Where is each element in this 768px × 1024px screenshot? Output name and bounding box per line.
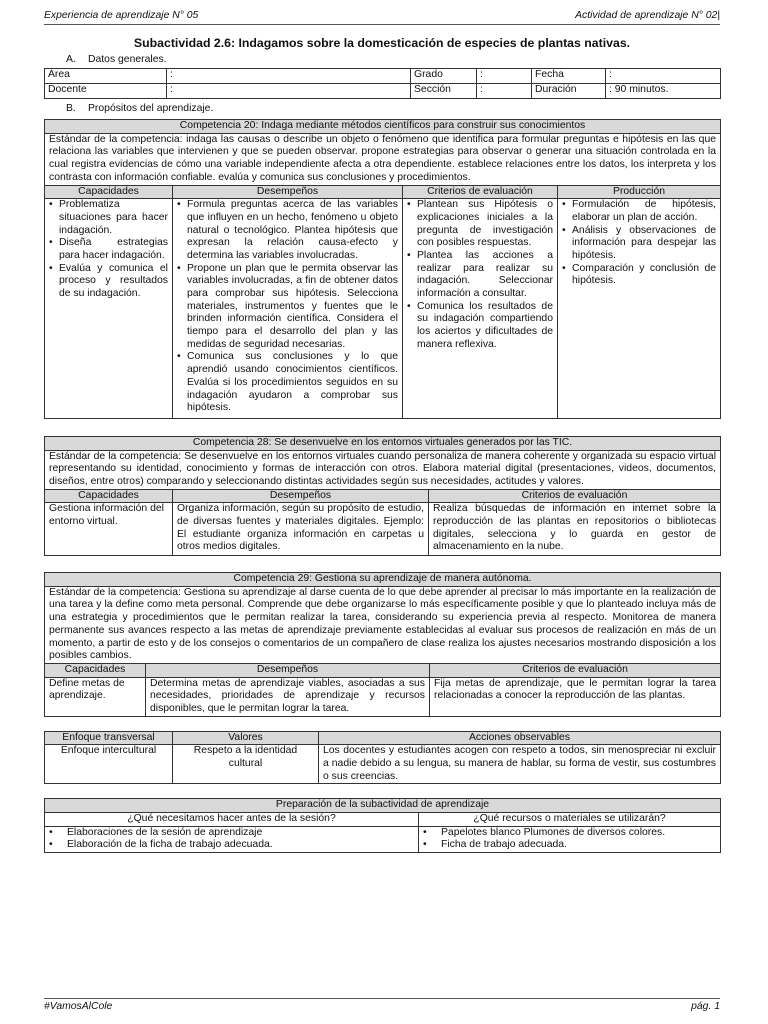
section-a-heading: A. Datos generales. (66, 53, 167, 65)
list-item: • Diseña estrategias para hacer indagación. (49, 237, 168, 262)
question-antes: ¿Qué necesitamos hacer antes de la sesión? (45, 813, 419, 827)
preparacion-table (44, 798, 721, 853)
antes-cell (45, 826, 419, 852)
criterio-cell: Fija metas de aprendizaje, que le permitan lograr la tarea relacionadas a conocer la reproducción de las plantas. (430, 677, 721, 716)
seccion-label: Sección (411, 84, 477, 99)
header-left: Experiencia de aprendizaje N° 05 (44, 10, 199, 21)
docente-label: Docente (45, 84, 167, 99)
competencia-28-standard: Estándar de la competencia: Se desenvuelve en los entornos virtuales cuando personaliza de manera coherente y organizada su espacio virtual representando su identidad, conocimiento y formas de interacción con otros. Elabora material digital (presentaciones, videos, documentos, diseños, entre otros) comparando y seleccionando distintas actividades según sus necesidades, actitudes y valores. (45, 450, 721, 489)
col-header-valores: Valores (173, 731, 319, 745)
list-item: • Elaboraciones de la sesión de aprendizaje (45, 827, 418, 840)
criterios-cell (403, 199, 558, 419)
document-page (44, 10, 720, 853)
col-header-capacidades: Capacidades (45, 489, 173, 503)
list-item: • Plantean sus Hipótesis o explicaciones iniciales a la pregunta de investigación con posibles respuestas. (407, 199, 553, 250)
fecha-label: Fecha (532, 69, 606, 84)
competencia-28-table (44, 436, 721, 556)
capacidad-cell: Define metas de aprendizaje. (45, 677, 146, 716)
duracion-value: : 90 minutos. (606, 84, 721, 99)
list-item: • Formulación de hipótesis, elaborar un plan de acción. (562, 199, 716, 224)
col-header-criterios: Criterios de evaluación (429, 489, 721, 503)
fecha-value: : (606, 69, 721, 84)
desempeno-cell: Organiza información, según su propósito de estudio, de diversas fuentes y materiales digitales. Ejemplo: El estudiante organiza información en carpetas u otros medios digitales. (173, 503, 429, 556)
competencia-20-table (44, 119, 721, 419)
page-title: Subactividad 2.6: Indagamos sobre la domesticación de especies de plantas nativas. (133, 35, 631, 50)
preparacion-title: Preparación de la subactividad de aprendizaje (45, 799, 721, 813)
list-item: • Elaboración de la ficha de trabajo adecuada. (45, 839, 418, 852)
header-right: Actividad de aprendizaje N° 02| (575, 10, 720, 21)
list-item: • Problematiza situaciones para hacer indagación. (49, 199, 168, 237)
list-item: • Evalúa y comunica el proceso y resultados de su indagación. (49, 263, 168, 301)
col-header-criterios: Criterios de evaluación (403, 185, 558, 199)
competencia-29-table (44, 572, 721, 717)
acciones-cell: Los docentes y estudiantes acogen con respeto a todos, sin menospreciar ni excluir a nadie debido a su lengua, su manera de hablar, su forma de vestir, sus costumbres o sus creencias. (319, 745, 721, 784)
competencia-20-title: Competencia 20: Indaga mediante métodos científicos para construir sus conocimientos (45, 120, 721, 134)
duracion-label: Duración (532, 84, 606, 99)
list-item: • Ficha de trabajo adecuada. (419, 839, 720, 852)
competencia-20-standard: Estándar de la competencia: indaga las causas o describe un objeto o fenómeno que identifica para formular preguntas e hipótesis en las que relaciona las variables que intervienen y que se pueden observar. propone estrategias para observar o generar una situación controlada en la cual registra evidencias de cómo una variable independiente afecta a otra dependiente. establece relaciones entre los datos, los interpreta y los contrasta con información confiable. evalúa y comunica sus conclusiones y procedimientos. (45, 133, 721, 185)
list-item: • Propone un plan que le permita observar las variables involucradas, a fin de obtener datos para comprobar sus hipótesis. Selecciona materiales, instrumentos y fuentes que le brinden información científica. Considera el tiempo para el desarrollo del plan y las medidas de seguridad necesarias. (177, 263, 398, 352)
grado-value: : (477, 69, 532, 84)
capacidades-cell (45, 199, 173, 419)
col-header-capacidades: Capacidades (45, 663, 146, 677)
col-header-desempenos: Desempeños (173, 489, 429, 503)
seccion-value: : (477, 84, 532, 99)
list-item: • Análisis y observaciones de información para despejar las hipótesis. (562, 225, 716, 263)
area-value: : (167, 69, 411, 84)
list-item: • Comunica los resultados de su indagación compartiendo los aciertos y dificultades de manera reflexiva. (407, 301, 553, 352)
section-b-heading: B. Propósitos del aprendizaje. (66, 103, 214, 115)
col-header-desempenos: Desempeños (146, 663, 430, 677)
page-number: pág. 1 (691, 1001, 720, 1012)
recursos-cell (419, 826, 721, 852)
capacidad-cell: Gestiona información del entorno virtual. (45, 503, 173, 556)
enfoque-cell: Enfoque intercultural (45, 745, 173, 784)
list-item: • Comunica sus conclusiones y lo que aprendió usando conocimientos científicos. Evalúa si los procedimientos seguidos en su indagación ayudaron a comprobar sus hipótesis. (177, 351, 398, 414)
list-item: • Comparación y conclusión de hipótesis. (562, 263, 716, 288)
list-item: • Plantea las acciones a realizar para realizar su indagación. Seleccionar información a consultar. (407, 250, 553, 301)
col-header-acciones: Acciones observables (319, 731, 721, 745)
grado-label: Grado (411, 69, 477, 84)
col-header-desempenos: Desempeños (173, 185, 403, 199)
general-data-table (44, 68, 721, 99)
competencia-29-title: Competencia 29: Gestiona su aprendizaje de manera autónoma. (45, 573, 721, 587)
docente-value: : (167, 84, 411, 99)
competencia-29-standard: Estándar de la competencia: Gestiona su aprendizaje al darse cuenta de lo que debe aprender al precisar lo más importante en la realización de una tarea y la define como meta personal. Comprende que debe organizarse lo más específicamente posible y que lo planteado incluya más de una estrategia y procedimientos que le permitan realizar la tarea, considerando su experiencia previa al respecto. Monitorea de manera permanente sus avances respecto a las metas de aprendizaje previamente establecidas al evaluar sus procesos de realización en más de un momento, a partir de esto y de los consejos o comentarios de un compañero de clase realiza los ajustes necesarios mostrando disposición a los posibles cambios. (45, 586, 721, 663)
col-header-capacidades: Capacidades (45, 185, 173, 199)
enfoque-table (44, 731, 721, 785)
col-header-produccion: Producción (558, 185, 721, 199)
col-header-criterios: Criterios de evaluación (430, 663, 721, 677)
valores-cell: Respeto a la identidad cultural (173, 745, 319, 784)
desempenos-cell (173, 199, 403, 419)
area-label: Área (45, 69, 167, 84)
list-item: • Papelotes blanco Plumones de diversos colores. (419, 827, 720, 840)
page-footer (44, 998, 720, 1014)
col-header-enfoque: Enfoque transversal (45, 731, 173, 745)
competencia-28-title: Competencia 28: Se desenvuelve en los entornos virtuales generados por las TIC. (45, 436, 721, 450)
desempeno-cell: Determina metas de aprendizaje viables, asociadas a sus necesidades, prioridades de aprendizaje y recursos disponibles, que le permitan lograr la tarea. (146, 677, 430, 716)
question-recursos: ¿Qué recursos o materiales se utilizarán? (419, 813, 721, 827)
page-header (44, 10, 720, 25)
criterio-cell: Realiza búsquedas de información en internet sobre la reproducción de las plantas en repositorios o bibliotecas digitales, selecciona y lo guarda en gestor de almacenamiento en la nube. (429, 503, 721, 556)
list-item: • Formula preguntas acerca de las variables que influyen en un hecho, fenómeno u objeto natural o tecnológico. Plantea hipótesis que expresan la relación causa-efecto y determina las variables involucradas. (177, 199, 398, 262)
footer-hashtag: #VamosAlCole (44, 1001, 113, 1012)
produccion-cell (558, 199, 721, 419)
